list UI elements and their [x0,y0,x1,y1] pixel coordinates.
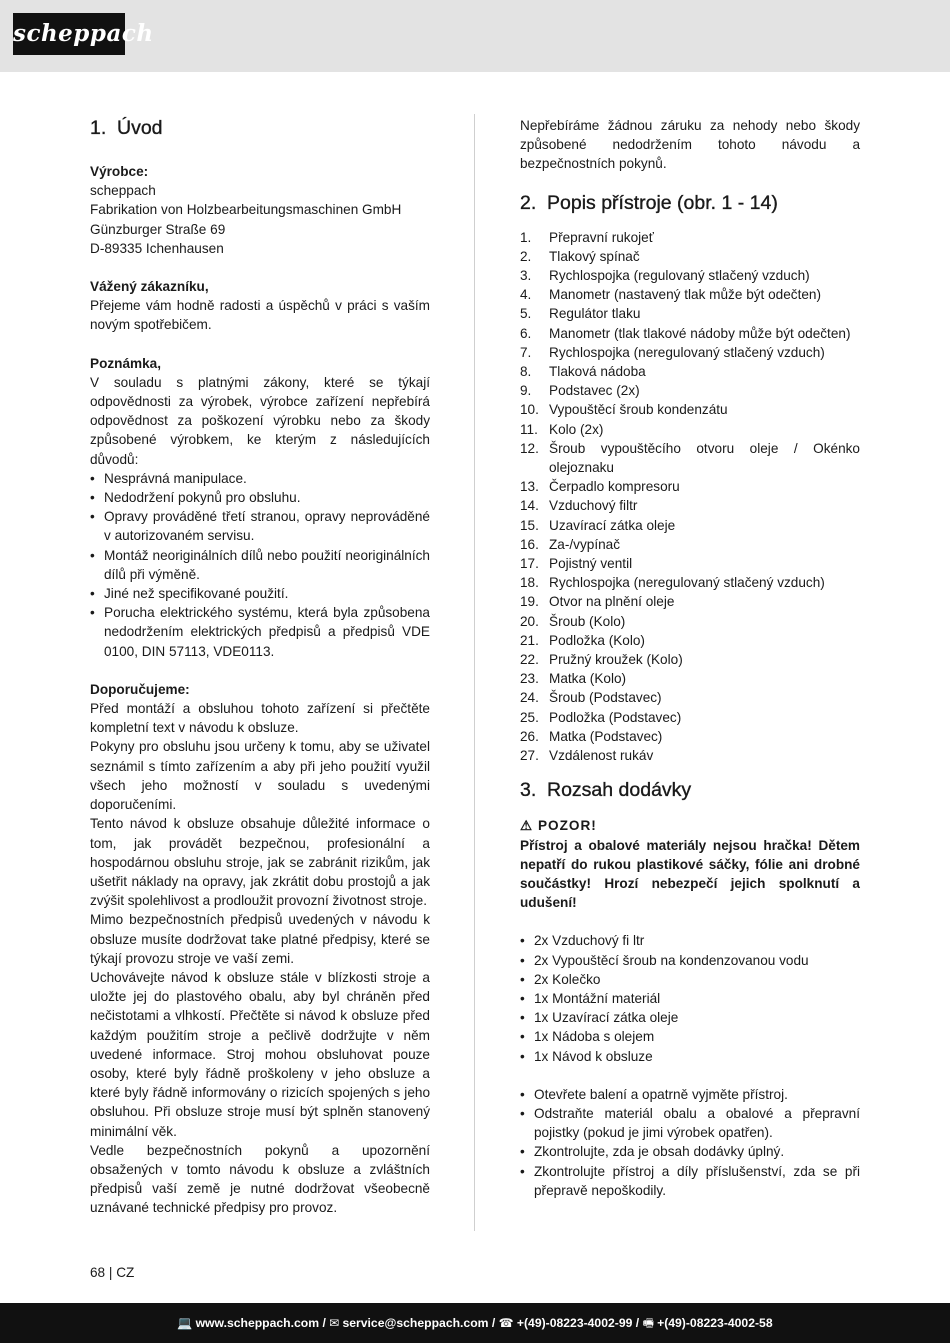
unpacking-steps [520,1085,860,1200]
section-3-heading: 3. Rozsah dodávky [520,779,692,802]
fax-icon: 🖷 [642,1316,655,1330]
page-number: 68 | CZ [90,1265,135,1280]
list-item: • 2x Vzduchový fi ltr [520,931,860,950]
recommend-paragraph: Před montáží a obsluhou tohoto zařízení si přečtěte kompletní text v návodu k obsluze. [90,701,430,736]
list-item: • Jiné než specifikované použití. [90,584,430,603]
list-item: 2. Tlakový spínač [520,248,640,264]
list-item: • 2x Kolečko [520,970,860,989]
list-item: 25. Podložka (Podstavec) [520,709,682,725]
phone-number: +(49)-08223-4002-99 [516,1316,633,1330]
list-item: • Nesprávná manipulace. [90,469,430,488]
list-item: • Montáž neoriginálních dílů nebo použití neoriginálních dílů při výměně. [90,546,430,584]
list-item: 20. Šroub (Kolo) [520,613,626,629]
list-item: 12. Šroub vypouštěcího otvoru oleje / Okénko olejoznaku [520,440,860,476]
recommend-paragraph: Tento návod k obsluze obsahuje důležité informace o tom, jak provádět bezpečnou, profesionální a hospodárnou obsluhu stroje, jak se zabránit rizikům, jak ušetřit náklady na opravy, jak zkrátit dobu prostojů a jak zvýšit spolehlivost a prodloužit provozní životnost stroje. [90,816,430,909]
list-item: 6. Manometr (tlak tlakové nádoby může být odečten) [520,325,851,341]
column-divider [474,114,475,1231]
list-item: • Nedodržení pokynů pro obsluhu. [90,488,430,507]
list-item: 7. Rychlospojka (neregulovaný stlačený vzduch) [520,344,825,360]
note-text: V souladu s platnými zákony, které se týkají odpovědnosti za výrobek, výrobce zařízení nepřebírá odpovědnost za poškození výrobku nebo za škody způsobené výrobkem, ke kterým z následujících důvodů: [90,374,430,467]
list-item: • Otevřete balení a opatrně vyjměte přístroj. [520,1085,860,1104]
fax-number: +(49)-08223-4002-58 [657,1316,773,1330]
note-label: Poznámka, [90,355,162,371]
phone-icon: ☎ [498,1316,514,1330]
greeting-text: Přejeme vám hodně radosti a úspěchů v práci s vaším novým spotřebičem. [90,298,430,333]
list-item: • 1x Montážní materiál [520,989,860,1008]
contact-footer: 💻 www.scheppach.com / ✉ service@scheppach.com / ☎ +(49)-08223-4002-99 / 🖷 +(49)-08223-4002-58 [0,1303,950,1343]
note-list [90,469,430,661]
manufacturer-line: Fabrikation von Holzbearbeitungsmaschinen GmbH [90,202,402,218]
scheppach-logo: scheppach [13,13,125,55]
list-item: 10. Vypouštěcí šroub kondenzátu [520,402,728,418]
greeting-label: Vážený zákazníku, [90,279,209,295]
website-link[interactable]: www.scheppach.com [195,1316,320,1330]
list-item: 21. Podložka (Kolo) [520,632,645,648]
manufacturer-line: D-89335 Ichenhausen [90,240,224,256]
list-item: 13. Čerpadlo kompresoru [520,479,680,495]
list-item: 9. Podstavec (2x) [520,383,640,399]
list-item: 17. Pojistný ventil [520,556,633,572]
parts-list [520,228,860,766]
delivery-list [520,931,860,1065]
list-item: • Zkontrolujte přístroj a díly příslušenství, zda se při přepravě nepoškodily. [520,1162,860,1200]
recommend-label: Doporučujeme: [90,681,190,697]
list-item: 14. Vzduchový filtr [520,498,638,514]
list-item: • 1x Návod k obsluze [520,1047,860,1066]
manufacturer-label: Výrobce: [90,164,149,179]
list-item: 16. Za-/vypínač [520,536,621,552]
list-item: • 2x Vypouštěcí šroub na kondenzovanou vodu [520,951,860,970]
list-item: • Porucha elektrického systému, která byla způsobena nedodržením elektrických předpisů a předpisů VDE 0100, DIN 57113, VDE0113. [90,603,430,661]
list-item: 5. Regulátor tlaku [520,306,641,322]
warning-text: Přístroj a obalové materiály nejsou hračka! Dětem nepatří do rukou plastikové sáčky, fólie ani drobné součástky! Hrozí nebezpečí jejich spolknutí a udušení! [520,837,860,911]
section-2-heading: 2. Popis přístroje (obr. 1 - 14) [520,191,778,214]
mail-icon: ✉ [329,1316,340,1330]
right-column [520,116,860,1200]
list-item: 4. Manometr (nastavený tlak může být odečten) [520,287,822,303]
liability-text: Nepřebíráme žádnou záruku za nehody nebo škody způsobené nedodržením tohoto návodu a bezpečnostních pokynů. [520,118,860,172]
list-item: • Zkontrolujte, zda je obsah dodávky úplný. [520,1142,860,1161]
list-item: 3. Rychlospojka (regulovaný stlačený vzduch) [520,268,810,284]
recommend-paragraph: Pokyny pro obsluhu jsou určeny k tomu, aby se uživatel seznámil s tímto zařízením a aby při jeho použití využil všech jeho možností v souladu s uvedenými doporučeními. [90,739,430,813]
recommend-paragraph: Uchovávejte návod k obsluze stále v blízkosti stroje a uložte jej do plastového obalu, aby byl chráněn před nečistotami a vlhkostí. Přečtěte si návod k obsluze před každým použitím stroje a pečlivě dodržujte v něm uvedené informace. Stroj mohou obsluhovat pouze osoby, které byly řádně proškoleny v jeho obsluze a které byly řádně informovány o rizicích spojených s jeho obsluhou. Při obsluze stroje musí být splněn stanovený minimální věk. [90,969,430,1139]
recommend-paragraph: Mimo bezpečnostních předpisů uvedených v návodu k obsluze musíte dodržovat take platné předpisy, které se týkají provozu stroje ve vaší zemi. [90,912,430,966]
list-item: 27. Vzdálenost rukáv [520,748,654,764]
list-item: 11. Kolo (2x) [520,421,604,437]
list-item: 24. Šroub (Podstavec) [520,690,662,706]
list-item: 19. Otvor na plnění oleje [520,594,675,610]
list-item: 22. Pružný kroužek (Kolo) [520,652,683,668]
manufacturer-line: scheppach [90,183,156,199]
list-item: 15. Uzavírací zátka oleje [520,517,676,533]
list-item: • 1x Uzavírací zátka oleje [520,1008,860,1027]
email-link[interactable]: service@scheppach.com [342,1316,489,1330]
warning-title: ⚠ POZOR! [520,818,597,834]
list-item: • Odstraňte materiál obalu a obalové a přepravní pojistky (pokud je jimi výrobek opatřen). [520,1104,860,1142]
section-1-heading: 1. Úvod [90,117,163,139]
list-item: 8. Tlaková nádoba [520,364,646,380]
list-item: • 1x Nádoba s olejem [520,1027,860,1046]
computer-icon: 💻 [177,1316,193,1330]
header-bar [0,0,950,72]
recommend-paragraph: Vedle bezpečnostních pokynů a upozornění obsažených v tomto návodu k obsluze a zvláštních předpisů vaší země je nutné dodržovat všeobecně uznávané technické předpisy pro provoz. [90,1142,430,1216]
list-item: • Opravy prováděné třetí stranou, opravy neprováděné v autorizovaném servisu. [90,507,430,545]
list-item: 18. Rychlospojka (neregulovaný stlačený vzduch) [520,575,825,591]
list-item: 23. Matka (Kolo) [520,671,627,687]
warning-icon: ⚠ [520,818,534,834]
list-item: 26. Matka (Podstavec) [520,728,663,744]
left-column [90,116,430,1218]
list-item: 1. Přepravní rukojeť [520,229,654,245]
manufacturer-line: Günzburger Straße 69 [90,221,226,237]
